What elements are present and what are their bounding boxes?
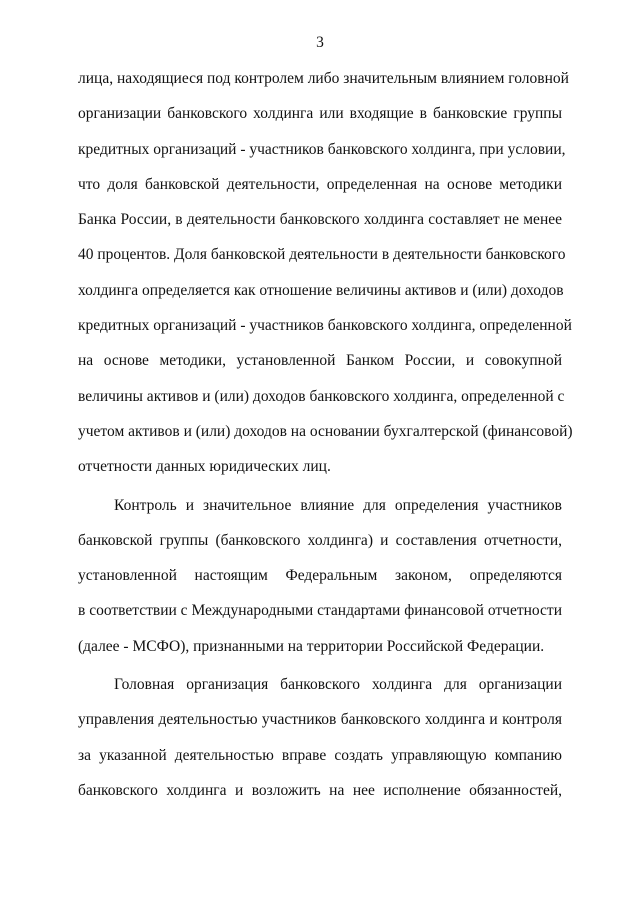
text-line: Контроль и значительное влияние для определения участников — [114, 496, 562, 514]
text-line: в соответствии с Международными стандартами финансовой отчетности — [78, 602, 562, 620]
text-line: на основе методики, установленной Банком России, и совокупной — [78, 352, 562, 370]
text-line: банковской группы (банковского холдинга) и составления отчетности, — [78, 531, 562, 549]
text-line: (далее - МСФО), признанными на территории Российской Федерации. — [78, 637, 545, 655]
text-line: величины активов и (или) доходов банковского холдинга, определенной с — [78, 387, 565, 405]
text-line: лица, находящиеся под контролем либо значительным влиянием головной — [78, 70, 569, 87]
page-number: 3 — [316, 34, 324, 51]
paragraph-2 — [78, 494, 562, 670]
text-line: холдинга определяется как отношение величины активов и (или) доходов — [78, 281, 564, 299]
text-line: кредитных организаций - участников банковского холдинга, определенной — [78, 317, 572, 335]
text-line: что доля банковской деятельности, определенная на основе методики — [78, 175, 562, 193]
body-text — [78, 67, 573, 814]
text-line: Головная организация банковского холдинга для организации — [114, 676, 562, 694]
text-line: установленной настоящим Федеральным законом, определяются — [78, 567, 562, 585]
paragraph-3 — [78, 673, 562, 814]
text-line: учетом активов и (или) доходов на основании бухгалтерской (финансовой) — [78, 422, 573, 440]
text-line: за указанной деятельностью вправе создать управляющую компанию — [78, 746, 562, 764]
text-line: Банка России, в деятельности банковского холдинга составляет не менее — [78, 211, 562, 229]
text-line: организации банковского холдинга или входящие в банковские группы — [78, 105, 562, 123]
text-line: банковского холдинга и возложить на нее исполнение обязанностей, — [78, 781, 562, 799]
text-line: кредитных организаций - участников банковского холдинга, при условии, — [78, 140, 566, 158]
paragraph-1 — [78, 67, 573, 491]
text-line: 40 процентов. Доля банковской деятельности в деятельности банковского — [78, 246, 566, 264]
text-line: отчетности данных юридических лиц. — [78, 458, 331, 476]
text-line: управления деятельностью участников банковского холдинга и контроля — [78, 711, 562, 729]
